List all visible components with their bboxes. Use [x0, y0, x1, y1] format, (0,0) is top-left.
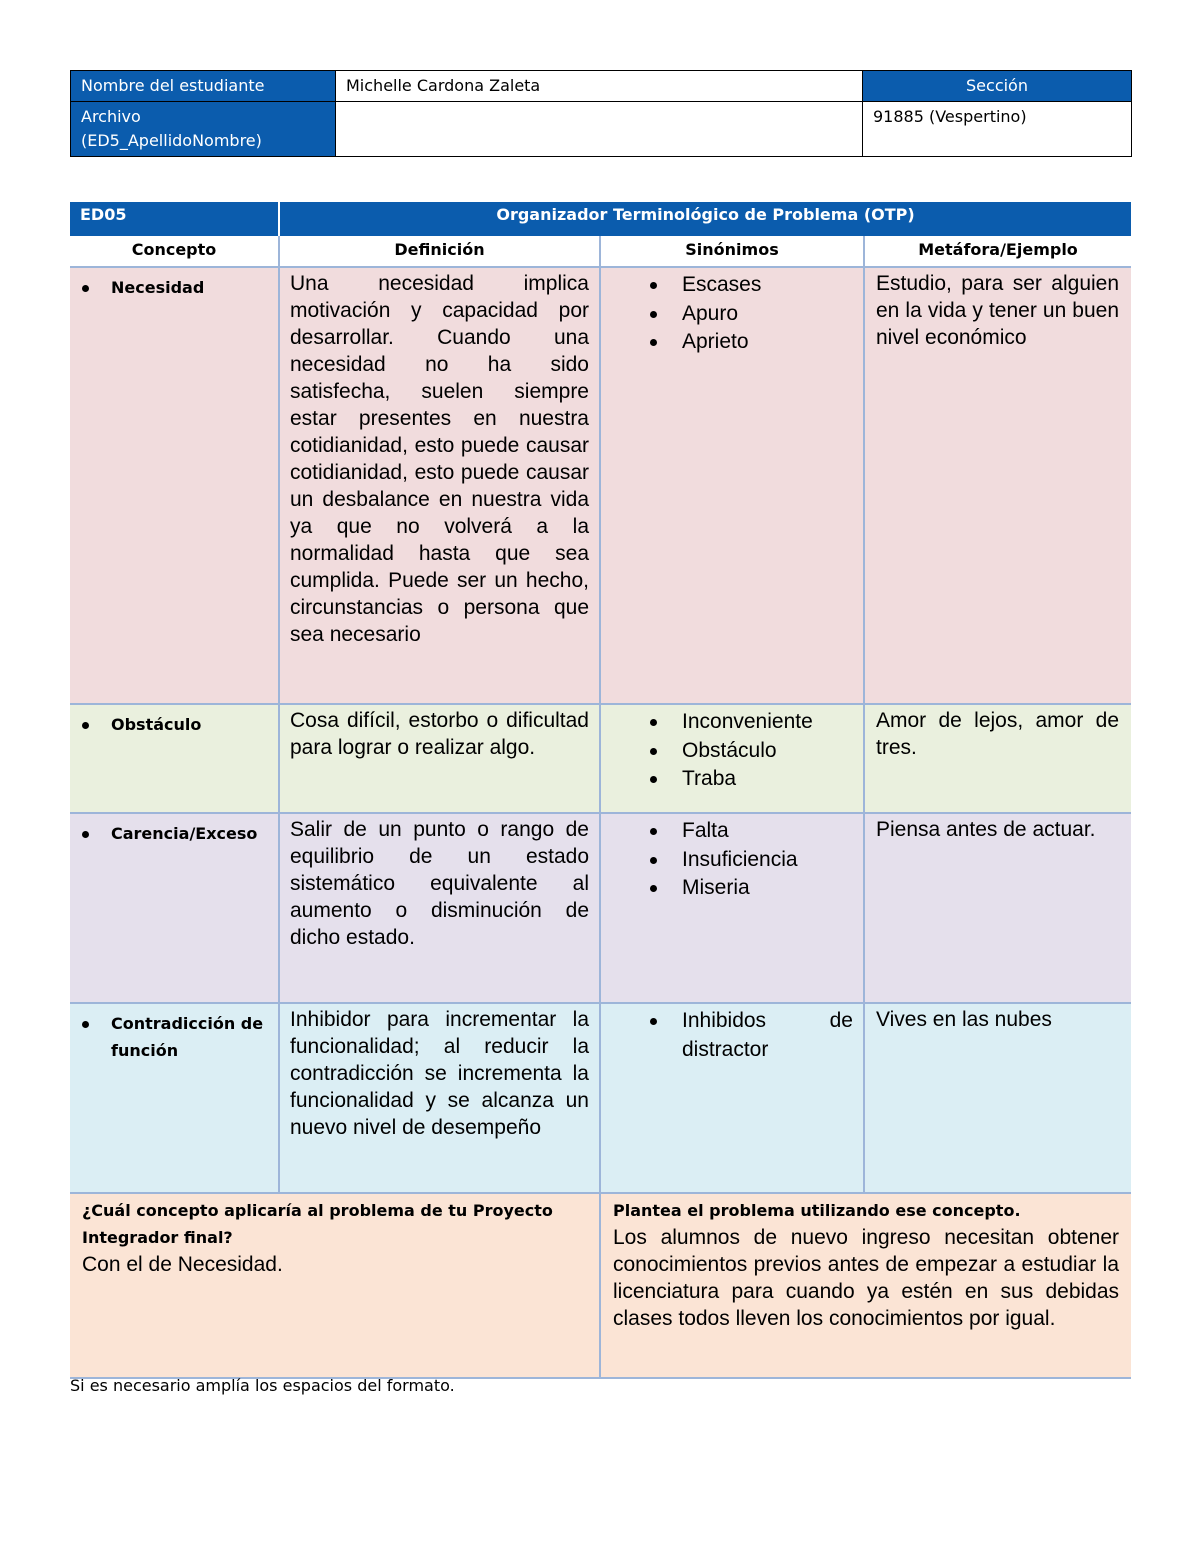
concept-item: Carencia/Exceso	[78, 820, 270, 847]
student-info-table	[70, 70, 1132, 157]
file-label	[71, 102, 336, 157]
synonym-item: Inhibidos de distractor	[601, 1007, 863, 1064]
student-name-label: Nombre del estudiante	[71, 71, 336, 102]
question-row	[70, 1193, 1131, 1378]
metaphor-cell: Estudio, para ser alguien en la vida y tener un buen nivel económico	[864, 267, 1131, 704]
definition-cell: Salir de un punto o rango de equilibrio de un estado sistemático equivalente al aumento o disminución de dicho estado.	[279, 813, 600, 1003]
concept-item: Necesidad	[78, 274, 270, 301]
concept-line2: función	[111, 1041, 179, 1060]
answer-right: Los alumnos de nuevo ingreso necesitan obtener conocimientos previos antes de empezar a estudiar la licenciatura para cuando ya estén en sus debidas clases todos lleven los conocimientos por igual.	[613, 1226, 1120, 1330]
answer-left: Con el de Necesidad.	[82, 1253, 283, 1276]
synonym-item: Miseria	[601, 874, 863, 903]
footer-note: Si es necesario amplía los espacios del formato.	[70, 1376, 455, 1395]
table-row	[70, 1003, 1131, 1193]
table-row	[70, 267, 1131, 704]
section-value: 91885 (Vespertino)	[863, 102, 1132, 157]
question-left: ¿Cuál concepto aplicaría al problema de tu Proyecto Integrador final?	[82, 1201, 553, 1247]
definition-cell: Una necesidad implica motivación y capacidad por desarrollar. Cuando una necesidad no ha sido satisfecha, suelen siempre estar presentes en nuestra cotidianidad, esto puede causar cotidianidad, esto puede causar un desbalance en nuestra vida ya que no volverá a la normalidad hasta que sea cumplida. Puede ser un hecho, circunstancias o persona que sea necesario	[279, 267, 600, 704]
synonym-item: Aprieto	[601, 328, 863, 357]
otp-table	[70, 202, 1131, 1379]
question-left-cell	[70, 1193, 600, 1378]
section-label: Sección	[863, 71, 1132, 102]
metaphor-cell: Piensa antes de actuar.	[864, 813, 1131, 1003]
file-value	[336, 102, 863, 157]
otp-title: Organizador Terminológico de Problema (OTP)	[279, 202, 1131, 236]
table-row	[70, 704, 1131, 813]
synonym-item: Insuficiencia	[601, 846, 863, 875]
synonym-item: Falta	[601, 817, 863, 846]
table-row	[70, 813, 1131, 1003]
metaphor-cell: Amor de lejos, amor de tres.	[864, 704, 1131, 813]
concept-item: Obstáculo	[78, 711, 270, 738]
student-name-value: Michelle Cardona Zaleta	[336, 71, 863, 102]
file-label-line1: Archivo	[81, 107, 141, 126]
synonym-item: Escases	[601, 271, 863, 300]
synonym-item: Traba	[601, 765, 863, 794]
file-label-line2: (ED5_ApellidoNombre)	[81, 131, 262, 150]
synonym-item: Apuro	[601, 300, 863, 329]
column-header-definition: Definición	[279, 236, 600, 267]
synonym-item: Obstáculo	[601, 737, 863, 766]
otp-code: ED05	[70, 202, 279, 236]
concept-line1: Contradicción de	[111, 1014, 264, 1033]
metaphor-cell: Vives en las nubes	[864, 1003, 1131, 1193]
synonym-item: Inconveniente	[601, 708, 863, 737]
concept-item	[78, 1010, 270, 1064]
definition-cell: Inhibidor para incrementar la funcionalidad; al reducir la contradicción se incrementa la funcionalidad y se alcanza un nuevo nivel de desempeño	[279, 1003, 600, 1193]
definition-cell: Cosa difícil, estorbo o dificultad para lograr o realizar algo.	[279, 704, 600, 813]
column-header-metaphor: Metáfora/Ejemplo	[864, 236, 1131, 267]
column-header-concept: Concepto	[70, 236, 279, 267]
column-header-synonyms: Sinónimos	[600, 236, 864, 267]
question-right-cell	[600, 1193, 1131, 1378]
question-right: Plantea el problema utilizando ese concepto.	[613, 1201, 1021, 1220]
